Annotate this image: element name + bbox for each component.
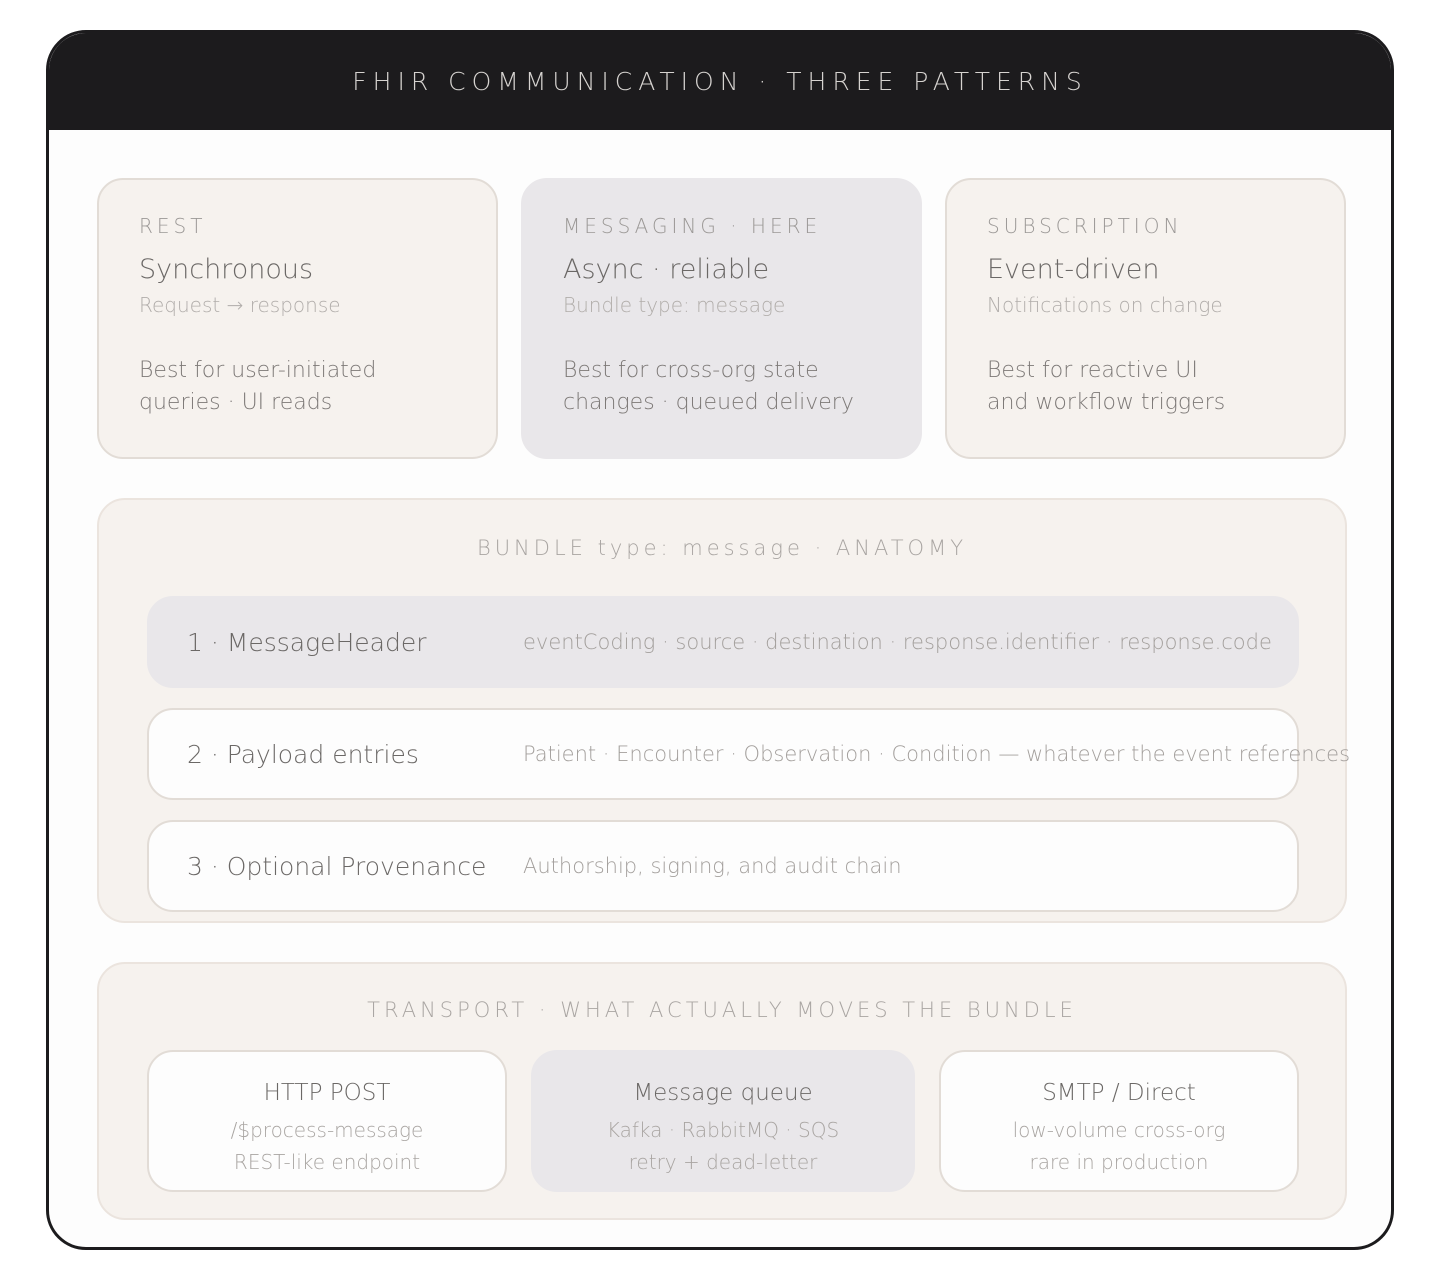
transport-name: SMTP / Direct [1042,1080,1196,1106]
pattern-description-line: and workflow triggers [987,390,1226,415]
transport-card-message-queue [531,1050,915,1192]
anatomy-row-name: 1 · MessageHeader [187,627,427,657]
pattern-subtitle: Bundle type: message [563,293,786,317]
pattern-title: Synchronous [139,254,314,285]
transport-title: TRANSPORT · WHAT ACTUALLY MOVES THE BUNDLE [367,998,1077,1022]
transport-name: Message queue [633,1080,813,1106]
transport-detail-line: retry + dead-letter [628,1150,818,1174]
anatomy-row-detail: Authorship, signing, and audit chain [523,854,902,878]
pattern-description [563,355,880,419]
transport-detail-line: /$process-message [230,1118,424,1142]
pattern-description-line: queries · UI reads [139,390,333,415]
transport-detail-line: rare in production [1029,1150,1209,1174]
header-bar [49,33,1391,130]
anatomy-row-detail: Patient · Encounter · Observation · Condition — whatever the event references [523,742,1351,766]
pattern-card-subscription [945,178,1346,459]
pattern-description-line: Best for cross-org state [563,358,819,383]
bundle-anatomy-panel [97,498,1351,923]
pattern-title: Event-driven [987,254,1160,285]
anatomy-row-payload [147,708,1351,800]
diagram-frame [46,30,1394,1250]
transport-details [941,1114,1297,1178]
pattern-description [987,355,1304,419]
anatomy-title: BUNDLE type: message · ANATOMY [476,536,968,560]
pattern-kicker: REST [139,214,207,238]
anatomy-row-detail: eventCoding · source · destination · response.identifier · response.code [523,630,1272,654]
transport-detail-line: Kafka · RabbitMQ · SQS [606,1118,840,1142]
anatomy-row-name: 2 · Payload entries [187,739,419,769]
transport-name: HTTP POST [263,1080,391,1106]
pattern-description-line: changes · queued delivery [563,390,854,415]
transport-details [533,1114,913,1178]
transport-detail-line: low-volume cross-org [1012,1118,1226,1142]
diagram-title: FHIR COMMUNICATION · THREE PATTERNS [352,67,1088,96]
pattern-card-messaging [521,178,922,459]
transport-detail-line: REST-like endpoint [233,1150,421,1174]
anatomy-row-message-header [147,596,1299,688]
anatomy-row-name: 3 · Optional Provenance [187,851,487,881]
pattern-description-line: Best for user-initiated [139,358,377,383]
pattern-kicker: SUBSCRIPTION [987,214,1183,238]
transport-details [149,1114,505,1178]
anatomy-row-provenance [147,820,1299,912]
transport-panel [97,962,1347,1220]
pattern-subtitle: Notifications on change [987,293,1223,317]
transport-card-smtp-direct [939,1050,1299,1192]
pattern-title: Async · reliable [563,254,770,285]
pattern-description-line: Best for reactive UI [987,358,1198,383]
transport-card-http-post [147,1050,507,1192]
pattern-description [139,355,456,419]
pattern-kicker: MESSAGING · HERE [563,214,822,238]
pattern-subtitle: Request → response [139,293,341,317]
pattern-card-rest [97,178,498,459]
